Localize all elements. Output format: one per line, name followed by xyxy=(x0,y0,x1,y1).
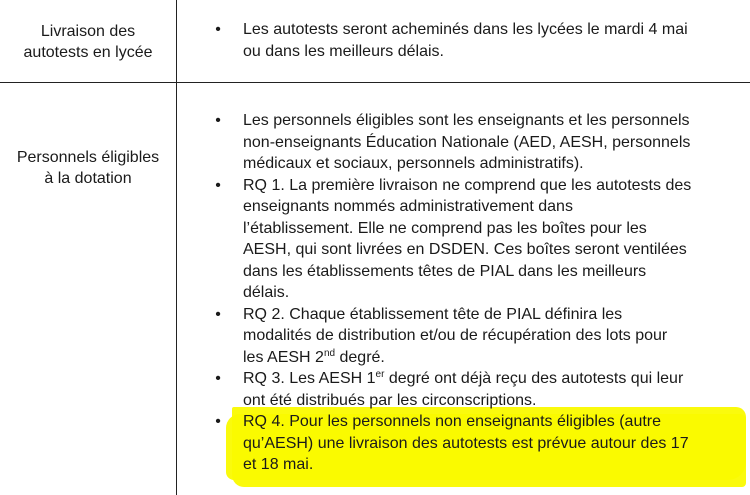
text-line: non-enseignants Éducation Nationale (AED, AESH, personnels xyxy=(243,133,691,151)
bullet-dot: • xyxy=(215,21,221,38)
text-line: RQ 4. Pour les personnels non enseignants éligibles (autre xyxy=(243,413,662,430)
bullet-list-livraison xyxy=(212,19,748,62)
column-divider xyxy=(176,0,177,495)
text-line: RQ 1. La première livraison ne comprend que les autotests des xyxy=(243,176,692,194)
text-line: ont été distribués par les circonscriptions. xyxy=(243,391,537,409)
label-line: Personnels éligibles xyxy=(16,149,160,166)
text-line: Les personnels éligibles sont les enseignants et les personnels xyxy=(243,112,690,129)
label-line: Livraison des xyxy=(40,23,136,40)
bullet-dot: • xyxy=(215,413,221,430)
text-line: RQ 2. Chaque établissement tête de PIAL définira les xyxy=(243,305,623,323)
bullet-dot: • xyxy=(215,176,221,194)
list-item xyxy=(212,368,748,411)
label-line: à la dotation xyxy=(44,170,132,187)
text-line: qu’AESH) une livraison des autotests est prévue autour des 17 xyxy=(243,434,689,452)
label-line: autotests en lycée xyxy=(23,44,153,61)
superscript: nd xyxy=(323,347,336,359)
superscript: er xyxy=(375,369,385,380)
text-line: AESH, qui sont livrées en DSDEN. Ces boîtes seront ventilées xyxy=(243,241,687,258)
text-line: dans les établissements têtes de PIAL dans les meilleurs xyxy=(243,262,647,280)
list-item xyxy=(212,110,748,175)
list-item xyxy=(212,19,748,62)
text-run: les AESH 2 xyxy=(243,348,324,366)
list-item xyxy=(212,304,748,369)
text-line: ou dans les meilleurs délais. xyxy=(243,42,444,60)
bullet-dot: • xyxy=(215,370,221,387)
list-item xyxy=(212,175,748,304)
bullet-dot: • xyxy=(215,112,221,129)
text-line: enseignants nommés administrativement dans xyxy=(243,198,573,215)
bullet-list-personnels xyxy=(212,110,748,476)
row-label-livraison xyxy=(0,21,176,63)
text-line xyxy=(243,368,748,390)
text-run: degré ont déjà reçu des autotests qui leur xyxy=(384,370,684,387)
text-line: Les autotests seront acheminés dans les lycées le mardi 4 mai xyxy=(243,21,688,38)
row-divider xyxy=(0,82,750,83)
text-line: modalités de distribution et/ou de récupération des lots pour xyxy=(243,327,668,344)
text-run: degré. xyxy=(335,348,385,366)
text-run: RQ 3. Les AESH 1 xyxy=(243,370,376,387)
text-line: l’établissement. Elle ne comprend pas les boîtes pour les xyxy=(243,219,647,237)
text-line: médicaux et sociaux, personnels administratifs). xyxy=(243,155,584,172)
list-item-highlighted xyxy=(212,411,748,476)
text-line: et 18 mai. xyxy=(243,456,314,473)
row-label-personnels xyxy=(0,147,176,189)
text-line: délais. xyxy=(243,284,290,301)
text-line xyxy=(243,347,748,369)
bullet-dot: • xyxy=(215,305,221,323)
